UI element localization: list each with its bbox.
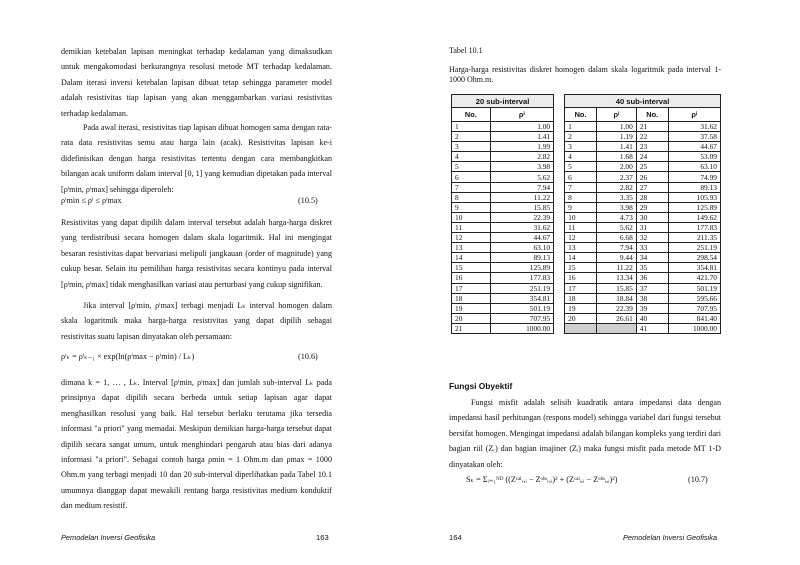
table-row — [452, 182, 721, 192]
table-cell — [596, 323, 636, 333]
table-cell: 4 — [452, 152, 491, 162]
table-cell: 8 — [565, 192, 597, 202]
table-cell: 24 — [636, 152, 668, 162]
equation-10-5: ρⁱmin ≤ ρⁱ ≤ ρⁱmax — [61, 196, 122, 205]
table-row — [452, 313, 721, 323]
table-cell: 595.66 — [668, 293, 720, 303]
table-cell: 2.00 — [596, 162, 636, 172]
table-cell: 1.00 — [490, 122, 553, 132]
table-cell: 8 — [452, 192, 491, 202]
table-row — [452, 243, 721, 253]
table-row — [452, 323, 721, 333]
table-cell: 12 — [452, 233, 491, 243]
table-row — [452, 303, 721, 313]
table-row — [452, 162, 721, 172]
table-cell: 14 — [452, 253, 491, 263]
table-cell: 1.19 — [596, 132, 636, 142]
table-cell: 11 — [452, 222, 491, 232]
table-row — [452, 273, 721, 283]
table-cell: 18 — [565, 293, 597, 303]
table-cell: 13 — [452, 243, 491, 253]
table-cell: 9 — [565, 202, 597, 212]
table-cell: 31 — [636, 222, 668, 232]
table-cell: 5.62 — [490, 172, 553, 182]
table-cell: 44.67 — [668, 142, 720, 152]
group-header-20: 20 sub-interval — [452, 95, 554, 108]
equation-10-5-number: (10.5) — [298, 196, 318, 205]
table-cell: 7.94 — [490, 182, 553, 192]
table-cell: 3.98 — [490, 162, 553, 172]
table-cell: 7.94 — [596, 243, 636, 253]
table-cell: 16 — [452, 273, 491, 283]
table-cell: 177.83 — [490, 273, 553, 283]
table-cell: 149.62 — [668, 212, 720, 222]
table-caption-title: Tabel 10.1 — [449, 46, 483, 55]
table-cell: 20 — [452, 313, 491, 323]
table-cell: 31.62 — [490, 222, 553, 232]
equation-10-6-number: (10.6) — [298, 352, 318, 361]
table-cell: 38 — [636, 293, 668, 303]
table-cell: 30 — [636, 212, 668, 222]
table-cell: 125.89 — [490, 263, 553, 273]
col-header-rho: ρⁱ — [668, 108, 720, 122]
table-row — [452, 222, 721, 232]
table-cell: 125.89 — [668, 202, 720, 212]
table-cell: 251.19 — [668, 243, 720, 253]
table-cell: 6.68 — [596, 233, 636, 243]
equation-10-7: Sₖ = Σᵢ₌₁ᴺᴰ ((Zᶜᵃˡᵣ,ᵢ − Zᵒᵇˢᵣ,ᵢ)² + (Zᶜᵃˡᵢ,ᵢ − Zᵒᵇˢᵢ,ᵢ)²) — [466, 475, 618, 484]
table-row — [452, 152, 721, 162]
table-cell: 15 — [565, 263, 597, 273]
table-cell: 2.82 — [490, 152, 553, 162]
table-cell: 35 — [636, 263, 668, 273]
table-cell: 13 — [565, 243, 597, 253]
table-row — [452, 253, 721, 263]
right-footer: Pemodelan Inversi Geofisika — [623, 533, 718, 542]
table-cell: 5 — [565, 162, 597, 172]
table-cell: 15.85 — [596, 283, 636, 293]
table-cell: 1 — [452, 122, 491, 132]
table-cell: 32 — [636, 233, 668, 243]
table-cell: 13.34 — [596, 273, 636, 283]
table-cell: 89.13 — [668, 182, 720, 192]
table-row — [452, 142, 721, 152]
table-row — [452, 202, 721, 212]
table-cell: 39 — [636, 303, 668, 313]
table-cell: 19 — [565, 303, 597, 313]
table-cell: 2.37 — [596, 172, 636, 182]
table-cell: 9 — [452, 202, 491, 212]
right-page-number: 164 — [449, 533, 462, 542]
table-cell: 33 — [636, 243, 668, 253]
table-cell: 36 — [636, 273, 668, 283]
table-cell: 10 — [565, 212, 597, 222]
table-cell: 421.70 — [668, 273, 720, 283]
table-cell: 28 — [636, 192, 668, 202]
table-row — [452, 263, 721, 273]
table-row — [452, 122, 721, 132]
table-cell: 21 — [452, 323, 491, 333]
col-header-no: No. — [636, 108, 668, 122]
table-cell: 44.67 — [490, 233, 553, 243]
equation-10-7-number: (10.7) — [688, 475, 708, 484]
table-cell — [565, 323, 597, 333]
col-header-rho: ρⁱ — [596, 108, 636, 122]
table-cell: 4 — [565, 152, 597, 162]
table-cell: 9.44 — [596, 253, 636, 263]
table-cell: 841.40 — [668, 313, 720, 323]
table-row — [452, 283, 721, 293]
table-cell: 211.35 — [668, 233, 720, 243]
table-cell: 4.73 — [596, 212, 636, 222]
table-cell: 21 — [636, 122, 668, 132]
table-cell: 31.62 — [668, 122, 720, 132]
table-cell: 16 — [565, 273, 597, 283]
table-cell: 29 — [636, 202, 668, 212]
equation-10-6: ρⁱₖ = ρⁱₖ₋₁ × exp(ln(ρⁱmax − ρⁱmin) / Lₖ) — [61, 352, 195, 361]
table-cell: 707.95 — [490, 313, 553, 323]
table-cell: 18 — [452, 293, 491, 303]
table-cell: 40 — [636, 313, 668, 323]
table-cell: 11.22 — [490, 192, 553, 202]
table-cell: 6 — [452, 172, 491, 182]
table-cell: 22.39 — [490, 212, 553, 222]
table-cell: 89.13 — [490, 253, 553, 263]
table-cell: 63.10 — [490, 243, 553, 253]
table-cell: 1.41 — [596, 142, 636, 152]
table-cell: 22 — [636, 132, 668, 142]
table-cell: 3 — [565, 142, 597, 152]
table-cell: 501.19 — [490, 303, 553, 313]
paragraph-4: Jika interval [ρⁱmin, ρⁱmax] terbagi menjadi Lₖ interval homogen dalam skala logaritmik maka harga-harga resistivitas yang dapat dipilih sebagai resistivitas suatu lapisan dinyatakan oleh persamaan: — [61, 301, 332, 341]
table-cell: 2 — [565, 132, 597, 142]
table-cell: 1.68 — [596, 152, 636, 162]
table-cell: 26.61 — [596, 313, 636, 323]
table-row — [452, 132, 721, 142]
table-cell: 5.62 — [596, 222, 636, 232]
table-cell: 23 — [636, 142, 668, 152]
table-cell: 251.19 — [490, 283, 553, 293]
table-cell: 7 — [452, 182, 491, 192]
table-cell: 14 — [565, 253, 597, 263]
resistivity-table — [451, 94, 721, 334]
table-cell: 707.95 — [668, 303, 720, 313]
table-cell: 105.93 — [668, 192, 720, 202]
col-header-no: No. — [565, 108, 597, 122]
table-cell: 22.39 — [596, 303, 636, 313]
section-heading: Fungsi Obyektif — [449, 381, 513, 391]
table-cell: 37.58 — [668, 132, 720, 142]
paragraph-1: demikian ketebalan lapisan meningkat terhadap kedalaman yang dimaksudkan untuk mengakomodasi berkurangnya resolusi metode MT terhadap kedalaman. Dalam iterasi inversi ketebalan lapisan dibuat tetap sehingga parameter model adalah resistivitas tiap lapisan yang akan menggambarkan variasi resistivitas terhadap kedalaman. — [61, 47, 332, 118]
table-cell: 17 — [452, 283, 491, 293]
table-row — [452, 192, 721, 202]
table-cell: 26 — [636, 172, 668, 182]
paragraph-6: Fungsi misfit adalah selisih kuadratik antara impedansi data dengan impedansi hasil perhitungan (respons model) sehingga variabel dari fungsi tersebut bersifat homogen. Mengingat impedansi adalah bilangan kompleks yang terdiri dari bagian riil (Zᵣ) dan bagian imajiner (Zᵢ) maka fungsi misfit pada metode MT 1-D dinyatakan oleh: — [449, 398, 721, 469]
paragraph-2: Pada awal iterasi, resistivitas tiap lapisan dibuat homogen sama dengan rata-rata data resistivitas semu atau harga lain (acak). Resistivitas lapisan ke-i didefinisikan dengan harga resistivitas tertentu dengan cara membangkitkan bilangan acak uniform dalam interval [0, 1] yang kemudian dipetakan pada interval [ρⁱmin, ρⁱmax] sehingga diperoleh: — [61, 123, 332, 194]
table-cell: 41 — [636, 323, 668, 333]
table-cell: 1000.00 — [490, 323, 553, 333]
table-cell: 10 — [452, 212, 491, 222]
table-cell: 298.54 — [668, 253, 720, 263]
table-row — [452, 233, 721, 243]
table-cell: 12 — [565, 233, 597, 243]
table-cell: 2 — [452, 132, 491, 142]
table-cell: 74.99 — [668, 172, 720, 182]
table-cell: 19 — [452, 303, 491, 313]
table-caption-text: Harga-harga resistivitas diskret homogen dalam skala logaritmik pada interval 1-1000 Ohm.m. — [449, 65, 721, 84]
table-cell: 1.41 — [490, 132, 553, 142]
table-cell: 11.22 — [596, 263, 636, 273]
table-cell: 6 — [565, 172, 597, 182]
table-cell: 15 — [452, 263, 491, 273]
table-cell: 15.85 — [490, 202, 553, 212]
table-row — [452, 172, 721, 182]
table-cell: 1.00 — [596, 122, 636, 132]
table-cell: 5 — [452, 162, 491, 172]
left-footer: Pemodelan Inversi Geofisika — [61, 533, 156, 542]
table-cell: 53.09 — [668, 152, 720, 162]
group-header-40: 40 sub-interval — [565, 95, 721, 108]
table-row — [452, 293, 721, 303]
table-cell: 20 — [565, 313, 597, 323]
table-cell: 1 — [565, 122, 597, 132]
table-cell: 3.35 — [596, 192, 636, 202]
table-cell: 25 — [636, 162, 668, 172]
table-row — [452, 212, 721, 222]
table-cell: 7 — [565, 182, 597, 192]
paragraph-5: dimana k = 1, … , Lₖ. Interval [ρⁱmin, ρⁱmax] dan jumlah sub-interval Lₖ pada prinsipnya dapat dipilih secara berbeda untuk setiap lapisan agar dapat menghasilkan resolusi yang baik. Hal tersebut berlaku terutama jika tersedia informasi "a priori" yang memadai. Meskipun demikian harga-harga tersebut dapat dipilih secara sangat umum, untuk menghindari pengaruh atau bias dari adanya informasi "a priori". Sebagai contoh harga ρmin = 1 Ohm.m dan ρmax = 1000 Ohm.m yang terbagi menjadi 10 dan 20 sub-interval diperlihatkan pada Tabel 10.1 umumnya dianggap dapat mewakili rentang harga resistivitas medium konduktif dan medium resistif. — [61, 378, 332, 511]
table-cell: 2.82 — [596, 182, 636, 192]
table-cell: 27 — [636, 182, 668, 192]
table-cell: 17 — [565, 283, 597, 293]
left-page-number: 163 — [316, 533, 329, 542]
table-cell: 18.84 — [596, 293, 636, 303]
table-cell: 354.81 — [668, 263, 720, 273]
table-cell: 3.98 — [596, 202, 636, 212]
table-cell: 354.81 — [490, 293, 553, 303]
table-cell: 11 — [565, 222, 597, 232]
table-cell: 63.10 — [668, 162, 720, 172]
col-header-rho: ρⁱ — [490, 108, 553, 122]
table-cell: 177.83 — [668, 222, 720, 232]
table-cell: 3 — [452, 142, 491, 152]
table-cell: 501.19 — [668, 283, 720, 293]
table-cell: 37 — [636, 283, 668, 293]
table-cell: 1000.00 — [668, 323, 720, 333]
paragraph-3: Resistivitas yang dapat dipilih dalam interval tersebut adalah harga-harga diskret yang terdistribusi secara homogen dalam skala logaritmik. Hal ini mengingat besaran resistivitas dapat bervariasi melipuli jangkauan (order of magnitude) yang cukup besar. Selain itu pemilihan harga resistivitas secara kontinyu pada interval [ρⁱmin, ρⁱmax] tidak menghasilkan variasi atau perturbasi yang cukup signifikan. — [61, 218, 332, 289]
table-cell: 34 — [636, 253, 668, 263]
table-cell: 1.99 — [490, 142, 553, 152]
col-header-no: No. — [452, 108, 491, 122]
